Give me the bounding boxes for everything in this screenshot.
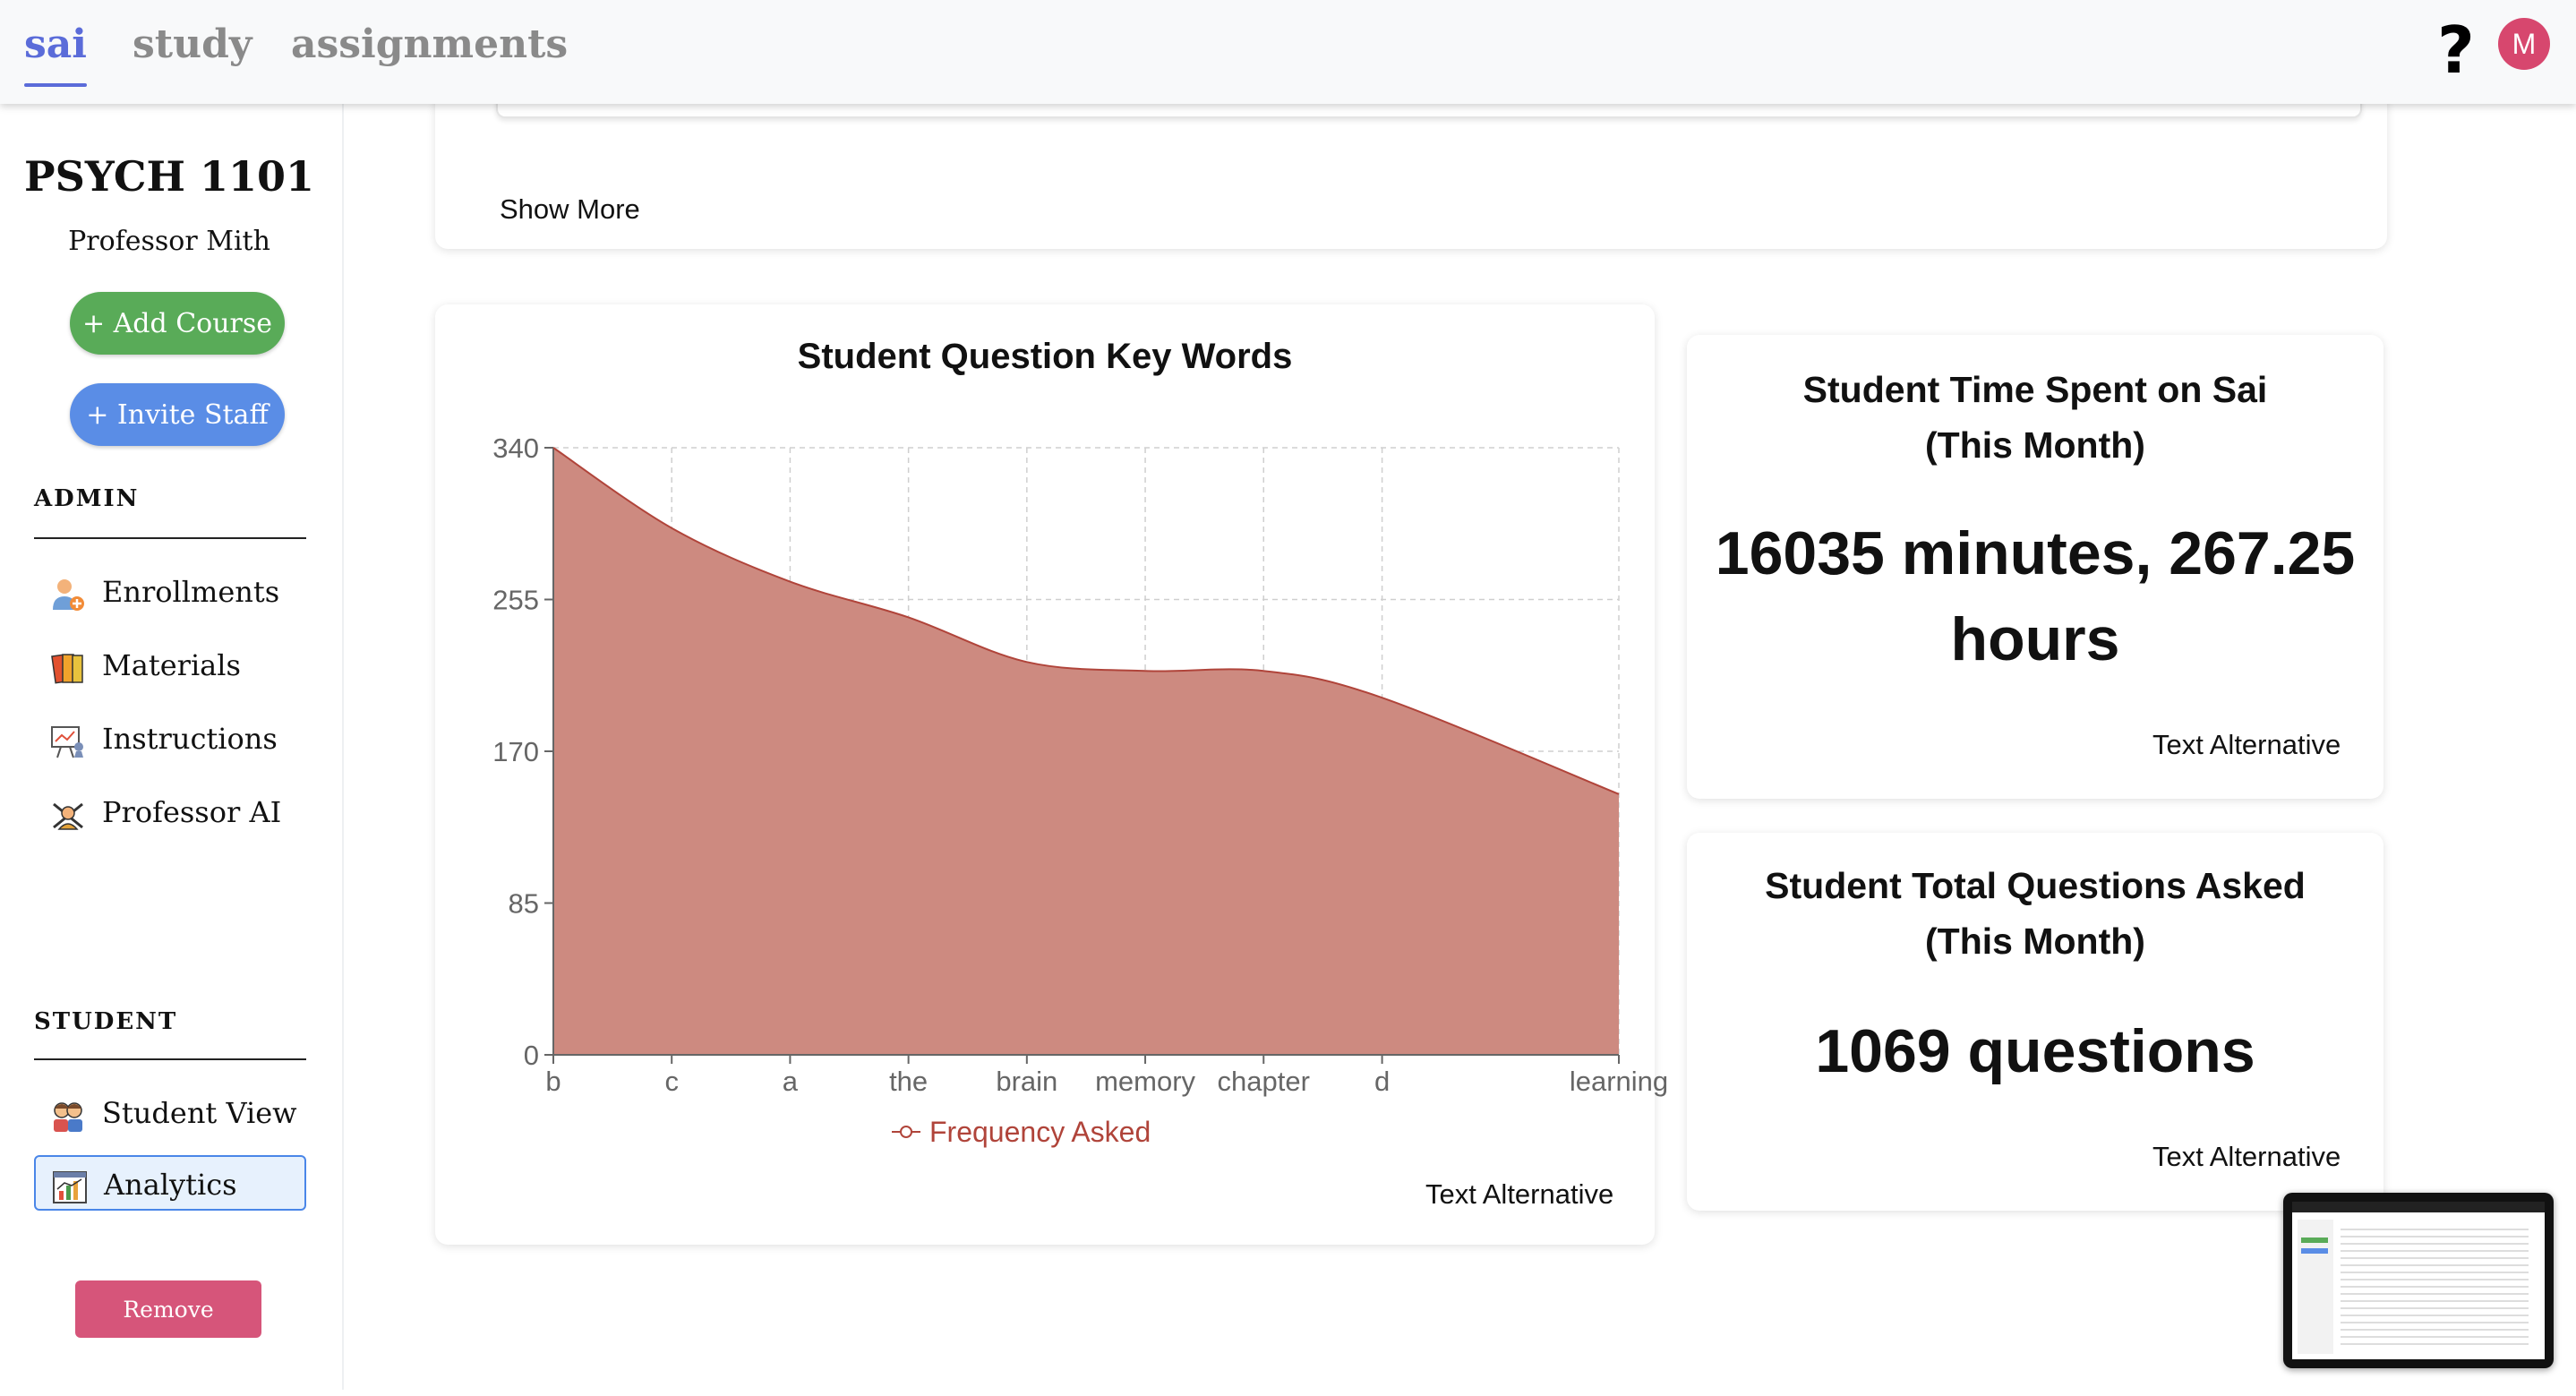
avatar[interactable]: M bbox=[2498, 18, 2550, 70]
tab-assignments[interactable]: assignments bbox=[291, 21, 569, 67]
sidebar-item-student-view[interactable] bbox=[34, 1085, 306, 1141]
y-tick-label: 255 bbox=[492, 584, 539, 616]
time-spent-value: 16035 minutes, 267.25 bbox=[1715, 519, 2356, 587]
x-tick-label: memory bbox=[1095, 1066, 1196, 1097]
y-tick-label: 85 bbox=[508, 887, 539, 920]
tab-study[interactable]: study bbox=[133, 21, 252, 67]
question-mark-icon[interactable]: ? bbox=[2437, 13, 2475, 88]
y-tick-label: 340 bbox=[492, 433, 539, 464]
questions-text-alternative-link[interactable]: Text Alternative bbox=[2152, 1141, 2341, 1172]
sidebar-item-instructions[interactable] bbox=[34, 711, 306, 767]
sidebar-item-label: Materials bbox=[102, 648, 241, 682]
remove-course-button[interactable]: Remove Course bbox=[75, 1280, 261, 1338]
admin-divider bbox=[34, 537, 306, 539]
course-title: PSYCH 1101 bbox=[24, 152, 314, 201]
sidebar-item-professor-ai[interactable] bbox=[34, 784, 306, 840]
top-navigation-bar bbox=[0, 0, 2576, 104]
analytics-icon bbox=[52, 1169, 88, 1205]
x-tick-label: d bbox=[1374, 1066, 1391, 1097]
sidebar-item-label: Professor AI bbox=[102, 795, 282, 829]
keyword-area-chart bbox=[435, 304, 1669, 1245]
legend-label-frequency-asked: Frequency Asked bbox=[929, 1116, 1151, 1148]
time-spent-value-hours: hours bbox=[1950, 605, 2120, 673]
tab-sai[interactable]: sai bbox=[24, 21, 87, 67]
admin-section-label: ADMIN bbox=[34, 485, 140, 512]
screen-preview-thumbnail[interactable] bbox=[2283, 1193, 2554, 1368]
chart-text-alternative-link[interactable]: Text Alternative bbox=[1425, 1178, 1614, 1210]
questions-asked-subtitle: (This Month) bbox=[1925, 921, 2145, 962]
sidebar-item-label: Student View bbox=[102, 1096, 297, 1130]
x-tick-label: c bbox=[664, 1066, 679, 1097]
sidebar-item-enrollments[interactable] bbox=[34, 564, 306, 620]
x-tick-label: learning bbox=[1569, 1066, 1669, 1097]
time-spent-card bbox=[1687, 335, 2383, 799]
books-icon bbox=[50, 650, 86, 686]
sidebar-item-materials[interactable] bbox=[34, 638, 306, 693]
sidebar bbox=[0, 104, 344, 1390]
x-tick-label: brain bbox=[996, 1066, 1058, 1097]
questions-asked-value: 1069 questions bbox=[1815, 1017, 2255, 1085]
enrollments-icon bbox=[50, 577, 86, 612]
x-tick-label: the bbox=[889, 1066, 929, 1097]
screen-preview-content bbox=[2292, 1202, 2545, 1359]
show-more-link[interactable]: Show More bbox=[500, 193, 640, 225]
student-divider bbox=[34, 1058, 306, 1060]
sidebar-item-analytics[interactable] bbox=[34, 1155, 306, 1211]
time-spent-text-alternative-link[interactable]: Text Alternative bbox=[2152, 729, 2341, 760]
questions-asked-title: Student Total Questions Asked bbox=[1765, 865, 2306, 906]
y-tick-label: 0 bbox=[523, 1040, 539, 1071]
sidebar-item-label: Enrollments bbox=[102, 575, 280, 609]
presentation-icon bbox=[50, 724, 86, 759]
students-icon bbox=[50, 1098, 86, 1134]
keyword-chart-card bbox=[435, 304, 1669, 1245]
questions-asked-card bbox=[1687, 833, 2383, 1211]
student-section-label: STUDENT bbox=[34, 1008, 178, 1035]
add-course-button[interactable]: + Add Course bbox=[70, 292, 285, 355]
x-tick-label: b bbox=[545, 1066, 561, 1097]
professor-ai-icon bbox=[50, 797, 86, 833]
professor-name: Professor Mith bbox=[68, 226, 270, 257]
time-spent-subtitle: (This Month) bbox=[1925, 424, 2145, 466]
x-tick-label: chapter bbox=[1217, 1066, 1310, 1097]
sidebar-item-label: Instructions bbox=[102, 722, 278, 756]
time-spent-title: Student Time Spent on Sai bbox=[1802, 369, 2268, 410]
sidebar-item-label: Analytics bbox=[104, 1168, 237, 1202]
area-series-frequency-asked bbox=[553, 448, 1619, 1055]
invite-staff-button[interactable]: + Invite Staff bbox=[70, 383, 285, 446]
legend-point-marker bbox=[901, 1126, 911, 1137]
y-tick-label: 170 bbox=[492, 736, 539, 767]
chart-title: Student Question Key Words bbox=[797, 337, 1293, 376]
x-tick-label: a bbox=[782, 1066, 799, 1097]
